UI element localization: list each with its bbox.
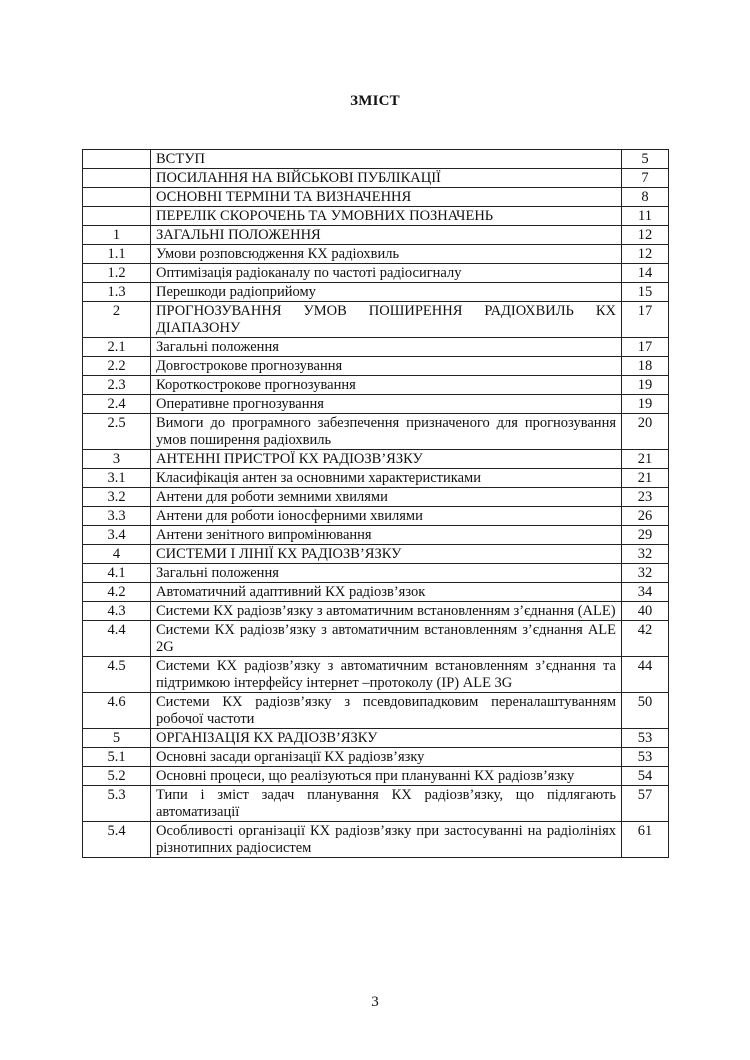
- toc-section-number: [83, 169, 151, 188]
- toc-section-number: 4: [83, 545, 151, 564]
- toc-section-title: Загальні положення: [151, 338, 622, 357]
- toc-row: [83, 602, 669, 621]
- toc-row: [83, 657, 669, 693]
- toc-section-title: ОРГАНІЗАЦІЯ КХ РАДІОЗВ’ЯЗКУ: [151, 729, 622, 748]
- toc-section-number: 4.2: [83, 583, 151, 602]
- toc-row: [83, 207, 669, 226]
- toc-page-number: 32: [622, 545, 669, 564]
- toc-section-title: Основні процеси, що реалізуються при плануванні КХ радіозв’язку: [151, 767, 622, 786]
- toc-row: [83, 564, 669, 583]
- toc-section-number: 2.1: [83, 338, 151, 357]
- toc-page-number: 21: [622, 450, 669, 469]
- toc-section-title: Системи КХ радіозв’язку з автоматичним встановленням з’єднання (ALE): [151, 602, 622, 621]
- toc-section-number: [83, 188, 151, 207]
- toc-row: [83, 226, 669, 245]
- toc-row: [83, 302, 669, 338]
- toc-body: [83, 150, 669, 858]
- toc-row: [83, 338, 669, 357]
- toc-row: [83, 583, 669, 602]
- toc-row: [83, 767, 669, 786]
- toc-page-number: 7: [622, 169, 669, 188]
- page-number: 3: [371, 994, 379, 1010]
- toc-section-title: ВСТУП: [151, 150, 622, 169]
- toc-section-number: 1.2: [83, 264, 151, 283]
- toc-page-number: 57: [622, 786, 669, 822]
- toc-section-number: 2.4: [83, 395, 151, 414]
- toc-section-title: Автоматичний адаптивний КХ радіозв’язок: [151, 583, 622, 602]
- toc-section-title: Вимоги до програмного забезпечення призначеного для прогнозування умов поширення радіохвиль: [151, 414, 622, 450]
- toc-page-number: 34: [622, 583, 669, 602]
- toc-page-number: 12: [622, 245, 669, 264]
- toc-section-title: Оперативне прогнозування: [151, 395, 622, 414]
- toc-section-title: Загальні положення: [151, 564, 622, 583]
- toc-row: [83, 150, 669, 169]
- toc-section-number: 4.1: [83, 564, 151, 583]
- toc-page-number: 17: [622, 338, 669, 357]
- toc-page-number: 26: [622, 507, 669, 526]
- toc-section-number: 3: [83, 450, 151, 469]
- toc-section-title: Короткострокове прогнозування: [151, 376, 622, 395]
- toc-section-title: Системи КХ радіозв’язку з псевдовипадковим переналаштуванням робочої частоти: [151, 693, 622, 729]
- toc-row: [83, 545, 669, 564]
- toc-section-number: 5.3: [83, 786, 151, 822]
- toc-page-number: 18: [622, 357, 669, 376]
- toc-page-number: 53: [622, 748, 669, 767]
- toc-section-number: 5.4: [83, 822, 151, 858]
- toc-section-number: 3.3: [83, 507, 151, 526]
- toc-row: [83, 729, 669, 748]
- toc-section-number: 2.2: [83, 357, 151, 376]
- toc-row: [83, 395, 669, 414]
- toc-page-number: 50: [622, 693, 669, 729]
- toc-row: [83, 526, 669, 545]
- table-of-contents: [82, 149, 669, 858]
- page-title: ЗМІСТ: [350, 93, 400, 109]
- toc-section-title: Антени для роботи іоносферними хвилями: [151, 507, 622, 526]
- toc-section-title: Основні засади організації КХ радіозв’язку: [151, 748, 622, 767]
- toc-row: [83, 414, 669, 450]
- toc-page-number: 42: [622, 621, 669, 657]
- toc-section-title: Антени для роботи земними хвилями: [151, 488, 622, 507]
- toc-row: [83, 507, 669, 526]
- toc-section-number: 1.1: [83, 245, 151, 264]
- toc-page-number: 5: [622, 150, 669, 169]
- toc-section-title: ПОСИЛАННЯ НА ВІЙСЬКОВІ ПУБЛІКАЦІЇ: [151, 169, 622, 188]
- toc-section-number: [83, 150, 151, 169]
- toc-row: [83, 450, 669, 469]
- toc-row: [83, 169, 669, 188]
- toc-page-number: 20: [622, 414, 669, 450]
- toc-section-number: 2.3: [83, 376, 151, 395]
- toc-row: [83, 283, 669, 302]
- toc-row: [83, 748, 669, 767]
- toc-page-number: 54: [622, 767, 669, 786]
- toc-page-number: 17: [622, 302, 669, 338]
- toc-section-title: Умови розповсюдження КХ радіохвиль: [151, 245, 622, 264]
- toc-section-number: 5.2: [83, 767, 151, 786]
- toc-section-title: ОСНОВНІ ТЕРМІНИ ТА ВИЗНАЧЕННЯ: [151, 188, 622, 207]
- toc-row: [83, 188, 669, 207]
- toc-page-number: 44: [622, 657, 669, 693]
- toc-row: [83, 621, 669, 657]
- toc-row: [83, 357, 669, 376]
- toc-section-title: Класифікація антен за основними характеристиками: [151, 469, 622, 488]
- toc-row: [83, 822, 669, 858]
- toc-section-title: Особливості організації КХ радіозв’язку при застосуванні на радіолініях різнотипних радіосистем: [151, 822, 622, 858]
- toc-section-number: 4.3: [83, 602, 151, 621]
- toc-section-title: Типи і зміст задач планування КХ радіозв’язку, що підлягають автоматизації: [151, 786, 622, 822]
- toc-section-number: 1: [83, 226, 151, 245]
- toc-section-number: 2: [83, 302, 151, 338]
- toc-page-number: 61: [622, 822, 669, 858]
- toc-row: [83, 693, 669, 729]
- toc-page-number: 21: [622, 469, 669, 488]
- toc-section-title: Системи КХ радіозв’язку з автоматичним встановленням з’єднання ALE 2G: [151, 621, 622, 657]
- toc-section-number: 4.6: [83, 693, 151, 729]
- toc-row: [83, 488, 669, 507]
- toc-page-number: 32: [622, 564, 669, 583]
- toc-section-number: [83, 207, 151, 226]
- toc-section-title: Оптимізація радіоканалу по частоті радіосигналу: [151, 264, 622, 283]
- toc-section-number: 2.5: [83, 414, 151, 450]
- toc-section-title: Системи КХ радіозв’язку з автоматичним встановленням з’єднання та підтримкою інтерфейсу інтернет –протоколу (IP) ALE 3G: [151, 657, 622, 693]
- toc-page-number: 40: [622, 602, 669, 621]
- toc-section-title: АНТЕННІ ПРИСТРОЇ КХ РАДІОЗВ’ЯЗКУ: [151, 450, 622, 469]
- toc-page-number: 19: [622, 395, 669, 414]
- toc-page-number: 11: [622, 207, 669, 226]
- toc-section-number: 3.1: [83, 469, 151, 488]
- toc-section-number: 5: [83, 729, 151, 748]
- toc-page-number: 19: [622, 376, 669, 395]
- toc-page-number: 23: [622, 488, 669, 507]
- toc-page-number: 8: [622, 188, 669, 207]
- toc-page-number: 15: [622, 283, 669, 302]
- toc-section-title: ЗАГАЛЬНІ ПОЛОЖЕННЯ: [151, 226, 622, 245]
- toc-section-number: 5.1: [83, 748, 151, 767]
- toc-page-number: 53: [622, 729, 669, 748]
- toc-section-title: Довгострокове прогнозування: [151, 357, 622, 376]
- toc-section-title: ПРОГНОЗУВАННЯ УМОВ ПОШИРЕННЯ РАДІОХВИЛЬ КХ ДІАПАЗОНУ: [151, 302, 622, 338]
- toc-row: [83, 786, 669, 822]
- toc-section-title: СИСТЕМИ І ЛІНІЇ КХ РАДІОЗВ’ЯЗКУ: [151, 545, 622, 564]
- toc-page-number: 29: [622, 526, 669, 545]
- toc-section-number: 3.4: [83, 526, 151, 545]
- toc-section-number: 4.4: [83, 621, 151, 657]
- toc-section-title: Антени зенітного випромінювання: [151, 526, 622, 545]
- toc-section-number: 3.2: [83, 488, 151, 507]
- toc-row: [83, 469, 669, 488]
- toc-row: [83, 245, 669, 264]
- toc-section-title: ПЕРЕЛІК СКОРОЧЕНЬ ТА УМОВНИХ ПОЗНАЧЕНЬ: [151, 207, 622, 226]
- toc-row: [83, 376, 669, 395]
- toc-section-number: 1.3: [83, 283, 151, 302]
- toc-section-number: 4.5: [83, 657, 151, 693]
- toc-row: [83, 264, 669, 283]
- toc-page-number: 14: [622, 264, 669, 283]
- toc-page-number: 12: [622, 226, 669, 245]
- toc-section-title: Перешкоди радіоприйому: [151, 283, 622, 302]
